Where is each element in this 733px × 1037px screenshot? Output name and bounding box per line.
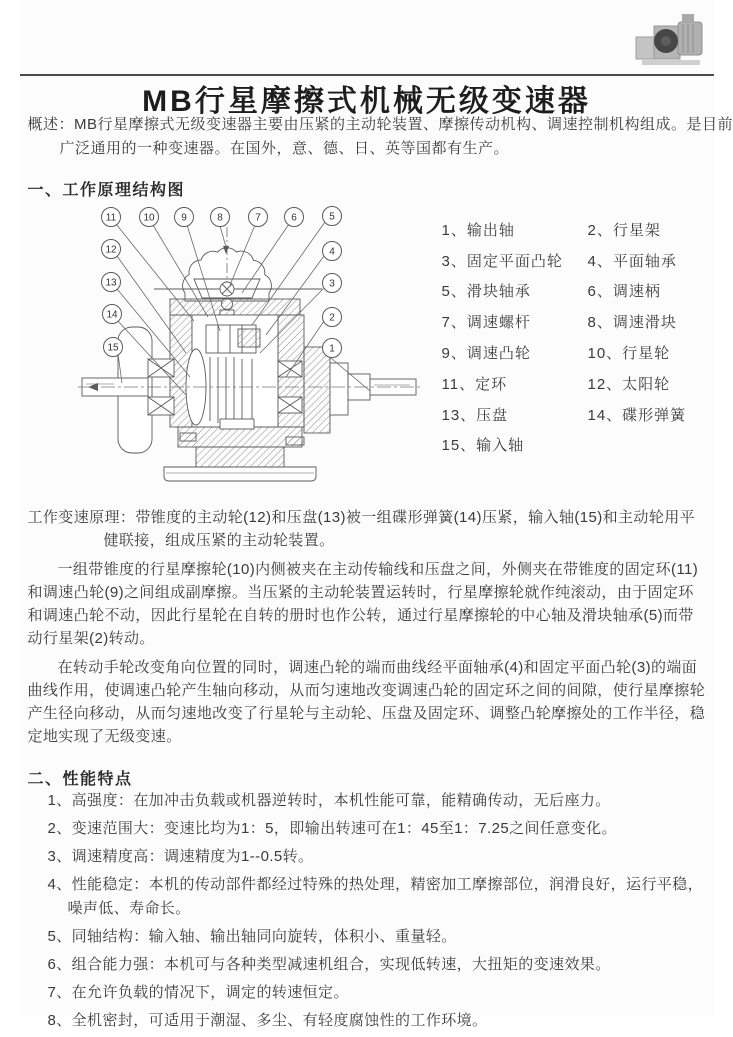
part-item: 5、滑块轴承 xyxy=(442,280,588,301)
section2-heading: 二、性能特点 xyxy=(28,766,133,789)
callout-1 xyxy=(322,339,341,358)
structure-diagram xyxy=(70,201,430,503)
callout-14 xyxy=(102,305,121,324)
principle-paragraph-3: 在转动手轮改变角向位置的同时，调速凸轮的端而曲线经平面轴承(4)和固定平面凸轮(3)的端面曲线作用，使调速凸轮产生轴向移动，从而匀速地改变调速凸轮的固定环之间的间隙，使行星摩擦轮产生径向移动，从而匀速地改变了行星轮与主动轮、压盘及固定环、调整凸轮摩擦处的工作半径，稳定地实现了无级变速。 xyxy=(28,656,708,748)
housing-bottom xyxy=(178,427,302,447)
part-item: 14、碟形弹簧 xyxy=(588,404,710,425)
callout-3 xyxy=(322,274,341,293)
part-item: 15、输入轴 xyxy=(442,434,588,455)
photo-terminal-box xyxy=(682,14,694,23)
machine-cross-section xyxy=(78,227,422,481)
callout-8-label: 8 xyxy=(217,213,223,224)
feature-item: 6、组合能力强：本机可与各种类型减速机组合，实现低转速，大扭矩的变速效果。 xyxy=(48,953,708,977)
right-flange xyxy=(304,347,330,433)
callout-9 xyxy=(174,208,193,227)
section1-heading: 一、工作原理结构图 xyxy=(28,177,186,200)
feature-item: 4、性能稳定：本机的传动部件都经过特殊的热处理，精密加工摩擦部位，润滑良好，运行平稳，噪声低、寿命长。 xyxy=(48,873,708,920)
housing-top xyxy=(170,299,300,315)
part-item: 9、调速凸轮 xyxy=(442,342,588,363)
principle-section xyxy=(28,506,708,754)
callout-10 xyxy=(139,208,158,227)
part-item: 1、输出轴 xyxy=(442,219,588,240)
feature-item: 3、调速精度高：调速精度为1--0.5转。 xyxy=(48,845,708,869)
principle-paragraph-2: 一组带锥度的行星摩擦轮(10)内侧被夹在主动传输线和压盘之间，外侧夹在带锥度的固定环(11)和调速凸轮(9)之间组成副摩擦。当压紧的主动轮装置运转时，行星摩擦轮就作纯滚动，由于固定环和调速凸轮不动，因此行星轮在自转的册时也作公转，通过行星摩擦轮的中心轴及滑块轴承(5)而带动行星架(2)转动。 xyxy=(28,558,708,650)
callout-6-label: 6 xyxy=(291,213,297,224)
callout-1-label: 1 xyxy=(329,344,335,355)
gearmotor-photo xyxy=(626,10,712,74)
callout-5-label: 5 xyxy=(329,212,335,223)
callout-2 xyxy=(322,308,341,327)
callout-13 xyxy=(101,273,120,292)
part-item: 13、压盘 xyxy=(442,404,588,425)
part-item: 2、行星架 xyxy=(588,219,710,240)
part-item: 4、平面轴承 xyxy=(588,250,710,271)
callout-14-label: 14 xyxy=(106,310,118,321)
part-item: 6、调速柄 xyxy=(588,280,710,301)
features-list xyxy=(48,789,708,1037)
feature-item: 7、在允许负载的情况下，调定的转速恒定。 xyxy=(48,981,708,1005)
part-item: 8、调速滑块 xyxy=(588,311,710,332)
callout-12-label: 12 xyxy=(105,245,117,256)
callout-12 xyxy=(101,240,120,259)
parts-legend xyxy=(442,214,710,460)
part-item: 10、行星轮 xyxy=(588,342,710,363)
principle-lead-text: 带锥度的主动轮(12)和压盘(13)被一组碟形弹簧(14)压紧，输入轴(15)和主动轮用平健联接，组成压紧的主动轮装置。 xyxy=(104,509,696,549)
part-item: 7、调速螺杆 xyxy=(442,311,588,332)
principle-label: 工作变速原理： xyxy=(28,509,136,526)
base-foot xyxy=(164,467,316,481)
right-cap xyxy=(330,363,348,415)
callout-15 xyxy=(103,338,122,357)
right-bearing-upper xyxy=(278,361,302,377)
callout-5 xyxy=(322,207,341,226)
left-bearing-lower xyxy=(148,397,174,415)
principle-lead-paragraph xyxy=(28,506,708,552)
callout-11 xyxy=(101,208,120,227)
part-item: 11、定环 xyxy=(442,373,588,394)
overview-text: MB行星摩擦式无级变速器主要由压紧的主动轮装置、摩擦传动机构、调速控制机构组成。是目前广泛通用的一种变速器。在国外，意、德、日、英等国都有生产。 xyxy=(60,116,733,157)
callout-11-label: 11 xyxy=(105,213,116,224)
callout-7 xyxy=(248,208,267,227)
callout-4-label: 4 xyxy=(329,247,335,258)
callout-9-label: 9 xyxy=(181,213,187,224)
callout-2-label: 2 xyxy=(329,313,335,324)
overview-label: 概述： xyxy=(28,116,75,133)
callout-15-label: 15 xyxy=(107,343,119,354)
part-item: 12、太阳轮 xyxy=(588,373,710,394)
page-title: MB行星摩擦式机械无级变速器 xyxy=(20,76,714,120)
photo-baseplate xyxy=(642,60,700,65)
overview-paragraph xyxy=(28,113,733,161)
document-page xyxy=(20,0,714,1015)
feature-item: 2、变速范围大：变速比均为1：5，即输出转速可在1：45至1：7.25之间任意变化。 xyxy=(48,817,708,841)
callout-6 xyxy=(284,208,303,227)
pedestal xyxy=(196,447,284,467)
photo-motor xyxy=(678,22,702,55)
feature-item: 5、同轴结构：输入轴、输出轴同向旋转，体积小、重量轻。 xyxy=(48,925,708,949)
feature-item: 1、高强度：在加冲击负载或机器逆转时，本机性能可靠，能精确传动，无后座力。 xyxy=(48,789,708,813)
callout-8 xyxy=(210,208,229,227)
callout-4 xyxy=(322,242,341,261)
right-bearing-lower xyxy=(278,397,302,413)
callout-13-label: 13 xyxy=(105,278,117,289)
feature-item: 8、全机密封，可适用于潮湿、多尘、有轻度腐蚀性的工作环境。 xyxy=(48,1009,708,1033)
callout-10-label: 10 xyxy=(143,213,155,224)
callout-7-label: 7 xyxy=(255,213,261,224)
part-item: 3、固定平面凸轮 xyxy=(442,250,588,271)
callout-3-label: 3 xyxy=(329,279,335,290)
